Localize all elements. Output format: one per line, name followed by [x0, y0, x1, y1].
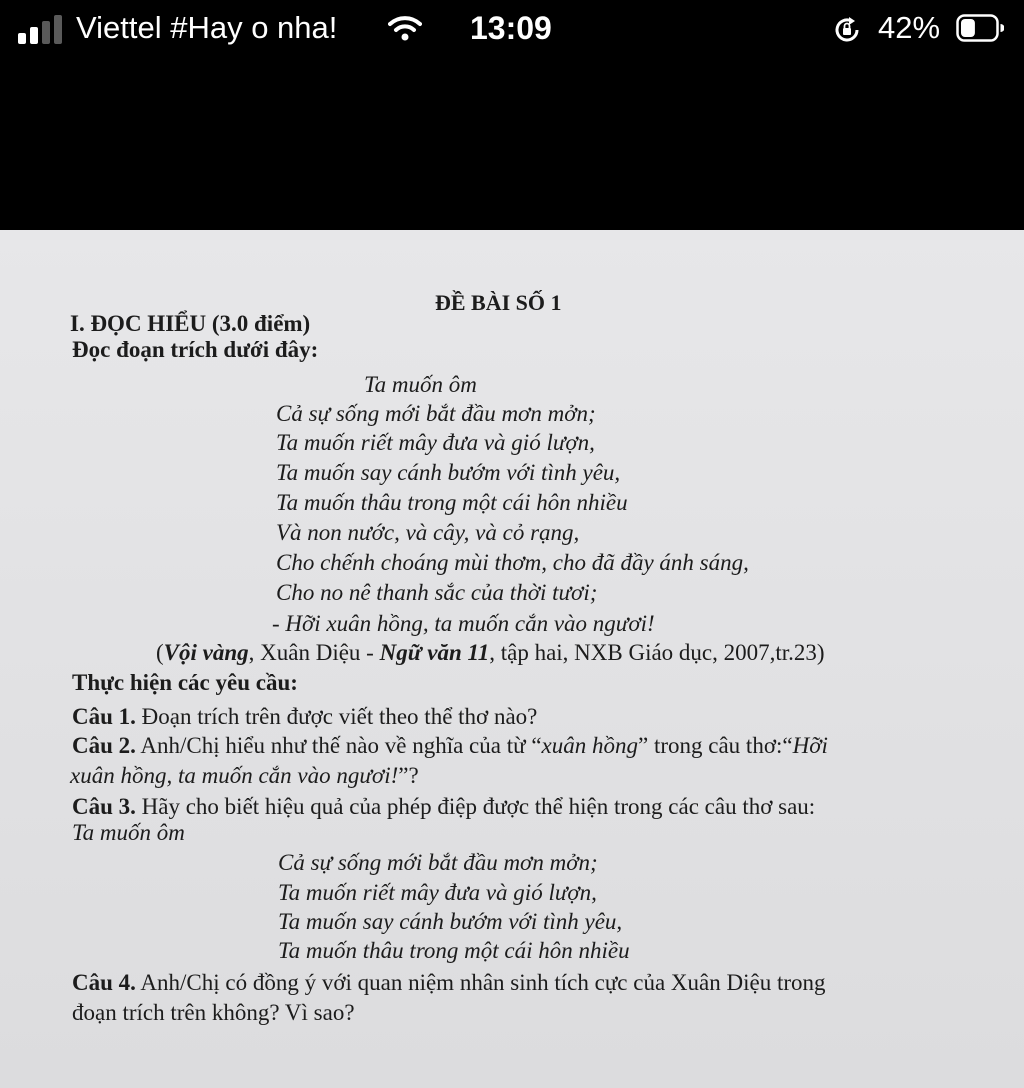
q3-poem-line: Ta muốn thâu trong một cái hôn nhiều	[278, 938, 630, 963]
poem-line: Ta muốn say cánh bướm với tình yêu,	[276, 460, 621, 485]
rotation-lock-icon	[832, 15, 862, 45]
source-work: Vội vàng	[163, 640, 249, 665]
section-heading: I. ĐỌC HIỂU (3.0 điểm)	[70, 311, 311, 336]
poem-line: Cả sự sống mới bắt đầu mơn mởn;	[276, 401, 596, 426]
question-4-cont: đoạn trích trên không? Vì sao?	[72, 1000, 355, 1025]
poem-line: Ta muốn ôm	[364, 372, 477, 397]
exam-title: ĐỀ BÀI SỐ 1	[435, 290, 562, 315]
poem-line: Ta muốn riết mây đưa và gió lượn,	[276, 430, 595, 455]
source-book: Ngữ văn 11	[379, 640, 490, 665]
question-1: Câu 1. Đoạn trích trên được viết theo thể thơ nào?	[72, 704, 538, 729]
status-bar	[0, 0, 1024, 230]
instruction-heading: Đọc đoạn trích dưới đây:	[72, 337, 319, 362]
poem-line: - Hỡi xuân hồng, ta muốn cắn vào ngươi!	[272, 611, 655, 636]
question-4: Câu 4. Anh/Chị có đồng ý với quan niệm nhân sinh tích cực của Xuân Diệu trong	[72, 970, 826, 995]
question-3: Câu 3. Hãy cho biết hiệu quả của phép điệp được thể hiện trong các câu thơ sau:	[72, 794, 816, 819]
battery-percent: 42%	[878, 10, 941, 45]
wifi-icon	[388, 14, 422, 42]
document-page	[0, 230, 1024, 1088]
q3-poem-line: Ta muốn riết mây đưa và gió lượn,	[278, 880, 597, 905]
question-2-cont: xuân hồng, ta muốn cắn vào ngươi!”?	[70, 763, 419, 788]
poem-line: Cho chếnh choáng mùi thơm, cho đã đầy ánh sáng,	[276, 550, 749, 575]
question-2: Câu 2. Anh/Chị hiểu như thế nào về nghĩa của từ “xuân hồng” trong câu thơ:“Hỡi	[72, 733, 828, 758]
source-citation: (Vội vàng, Xuân Diệu - Ngữ văn 11, tập hai, NXB Giáo dục, 2007,tr.23)	[156, 640, 825, 665]
clock: 13:09	[470, 10, 552, 46]
q3-poem-line: Cả sự sống mới bắt đầu mơn mởn;	[278, 850, 598, 875]
requirements-heading: Thực hiện các yêu cầu:	[72, 670, 298, 695]
poem-line: Và non nước, và cây, và cỏ rạng,	[276, 520, 580, 545]
q3-poem-line: Ta muốn ôm	[72, 820, 185, 845]
signal-icon	[18, 14, 66, 44]
q3-poem-line: Ta muốn say cánh bướm với tình yêu,	[278, 909, 623, 934]
poem-line: Ta muốn thâu trong một cái hôn nhiều	[276, 490, 628, 515]
poem-line: Cho no nê thanh sắc của thời tươi;	[276, 580, 598, 605]
carrier-name: Viettel #Hay o nha!	[76, 10, 338, 45]
battery-icon	[956, 14, 1004, 42]
